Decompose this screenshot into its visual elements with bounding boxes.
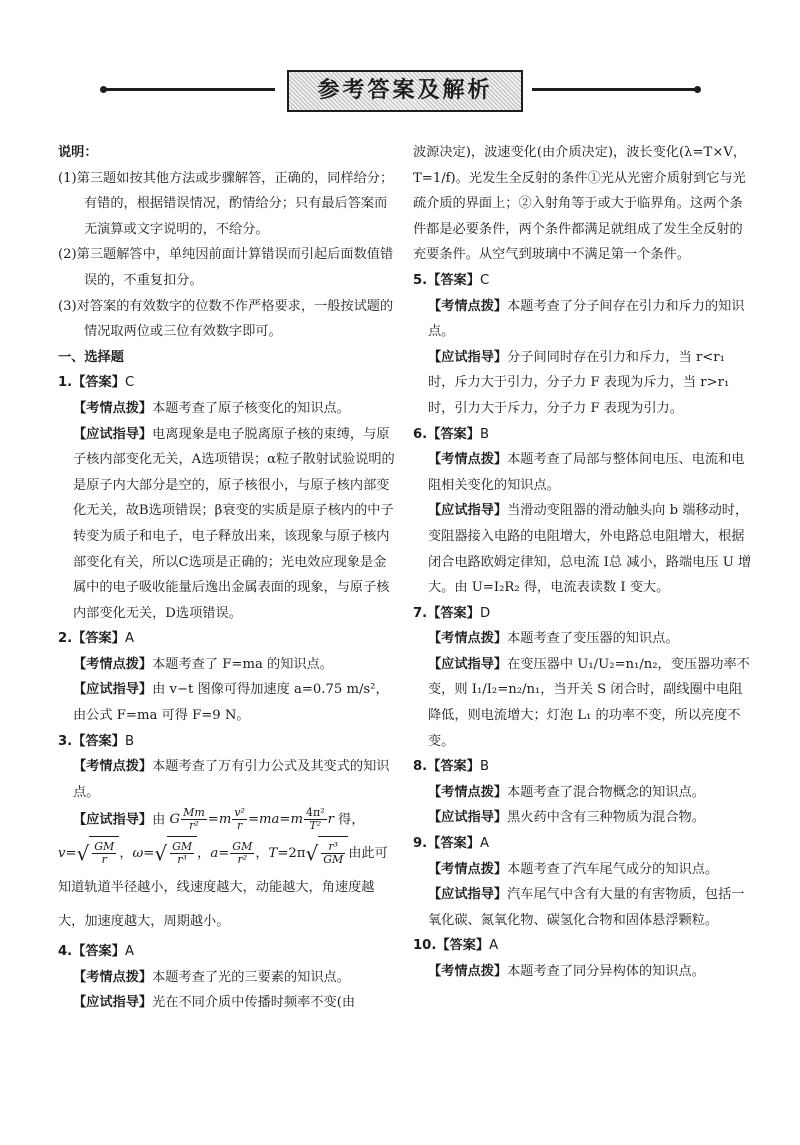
section-title: 一、选择题 bbox=[58, 349, 124, 365]
gravity-equation: G $\frac{Mm}{\text{r²}}$ =m $\frac{\text{v²}}{r}$ =ma=m $\frac{\text{4π²}}{\text{T²}}$ r bbox=[169, 806, 334, 833]
question-5-point: 【考情点拨】本题考查了分子间存在引力和斥力的知识点。 bbox=[428, 298, 745, 340]
right-column bbox=[413, 140, 755, 985]
question-9-point: 【考情点拨】本题考查了汽车尾气成分的知识点。 bbox=[428, 861, 719, 877]
question-2-point: 【考情点拨】本题考查了 F=ma 的知识点。 bbox=[73, 656, 333, 672]
question-6-answer: 6.【答案】B bbox=[413, 426, 489, 442]
question-7-guide: 【应试指导】在变压器中 U₁/U₂=n₁/n₂，变压器功率不变，则 I₁/I₂=n₂/n₁，当开关 S 闭合时，副线圈中电阻降低，则电流增大；灯泡 L₁ 的功率不变，所以亮度不变。 bbox=[428, 656, 750, 749]
question-9-answer: 9.【答案】A bbox=[413, 836, 489, 852]
question-4-guide-start: 【应试指导】光在不同介质中传播时频率不变(由 bbox=[73, 995, 356, 1011]
question-10-answer: 10.【答案】A bbox=[413, 938, 499, 954]
question-8-answer: 8.【答案】B bbox=[413, 759, 489, 775]
question-2-answer: 2.【答案】A bbox=[58, 631, 134, 647]
question-5-guide: 【应试指导】分子间同时存在引力和斥力，当 r<r₁ 时，斥力大于引力，分子力 F 表现为斥力，当 r>r₁ 时，引力大于斥力，分子力 F 表现为引力。 bbox=[428, 349, 730, 416]
question-6-point: 【考情点拨】本题考查了局部与整体间电压、电流和电阻相关变化的知识点。 bbox=[428, 452, 745, 493]
question-9-guide: 【应试指导】汽车尾气中含有大量的有害物质，包括一氧化碳、氮氧化物、碳氢化合物和固体悬浮颗粒。 bbox=[428, 887, 745, 928]
question-5-answer: 5.【答案】C bbox=[413, 272, 490, 288]
question-3-guide: 【应试指导】由 G $\frac{Mm}{\text{r²}}$ =m $\frac{\text{v²}}{r}$ =ma=m $\frac{\text{4π²}}{\text{T²}}$ r 得， bbox=[58, 805, 396, 836]
question-1-point: 【考情点拨】本题考查了原子核变化的知识点。 bbox=[73, 400, 350, 416]
question-3-point: 【考情点拨】本题考查了万有引力公式及其变式的知识点。 bbox=[73, 759, 390, 800]
question-10-point: 【考情点拨】本题考查了同分异构体的知识点。 bbox=[428, 964, 705, 979]
header-dot-right bbox=[694, 86, 701, 93]
question-7-point: 【考情点拨】本题考查了变压器的知识点。 bbox=[428, 631, 679, 647]
header-rule-left bbox=[103, 88, 275, 91]
question-7-answer: 7.【答案】D bbox=[413, 605, 491, 621]
note-item: (2)第三题解答中，单纯因前面计算错误而引起后面数值错误的，不重复扣分。 bbox=[58, 247, 394, 288]
note-item: (3)对答案的有效数字的位数不作严格要求，一般按试题的情况取两位或三位有效数字即可。 bbox=[58, 298, 394, 340]
question-4-point: 【考情点拨】本题考查了光的三要素的知识点。 bbox=[73, 969, 350, 985]
header-dot-left bbox=[100, 86, 107, 93]
question-3-formulas: v=√ $\frac{GM}{r}$ ，ω=√ $\frac{GM}{\text{r³}}$ ，a= $\frac{GM}{\text{r²}}$ ，T=2π√ $\frac{\text{r³}}{GM}$ 由此可知道轨道半径越小，线速度越大，动能越大，角速度越大，加速度越大，周期越小。 bbox=[58, 836, 396, 939]
header-rule-right bbox=[532, 88, 697, 91]
question-8-point: 【考情点拨】本题考查了混合物概念的知识点。 bbox=[428, 784, 705, 800]
question-1-guide: 【应试指导】电离现象是电子脱离原子核的束缚，与原子核内部变化无关，A选项错误；α粒子散射试验说明的是原子内大部分是空的，原子核很小，与原子核内部变化无关，故B选项错误；β衰变的实质是原子核内的中子转变为质子和电子，电子释放出来，该现象与原子核内部变化有关，所以C选项是正确的；光电效应现象是金属中的电子吸收能量后逸出金属表面的现象，与原子核内部变化无关，D选项错误。 bbox=[73, 426, 395, 621]
left-column bbox=[58, 140, 396, 1016]
question-6-guide: 【应试指导】当滑动变阻器的滑动触头向 b 端移动时，变阻器接入电路的电阻增大，外电路总电阻增大，根据闭合电路欧姆定律知，总电流 I总 减小，路端电压 U 增大。由 U=I₂R₂ 得，电流表读数 I 变大。 bbox=[428, 503, 752, 596]
question-1-answer: 1.【答案】C bbox=[58, 375, 135, 391]
notes-heading: 说明： bbox=[58, 145, 98, 160]
question-8-guide: 【应试指导】黑火药中含有三种物质为混合物。 bbox=[428, 810, 705, 826]
question-4-guide-cont: 波源决定)，波速变化(由介质决定)，波长变化(λ=T×V，T=1/f)。光发生全反射的条件①光从光密介质射到它与光疏介质的界面上；②入射角等于或大于临界角。这两个条件都是必要条件，两个条件都满足就组成了发生全反射的充要条件。从空气到玻璃中不满足第一个条件。 bbox=[413, 145, 747, 263]
question-3-answer: 3.【答案】B bbox=[58, 733, 134, 749]
page-header bbox=[0, 70, 800, 110]
note-item: (1)第三题如按其他方法或步骤解答，正确的，同样给分；有错的，根据错误情况，酌情给分；只有最后答案而无演算或文字说明的，不给分。 bbox=[58, 170, 394, 237]
question-4-answer: 4.【答案】A bbox=[58, 943, 134, 959]
question-2-guide: 【应试指导】由 v−t 图像可得加速度 a=0.75 m/s²，由公式 F=ma 可得 F=9 N。 bbox=[73, 682, 389, 724]
page-title: 参考答案及解析 bbox=[287, 70, 523, 112]
